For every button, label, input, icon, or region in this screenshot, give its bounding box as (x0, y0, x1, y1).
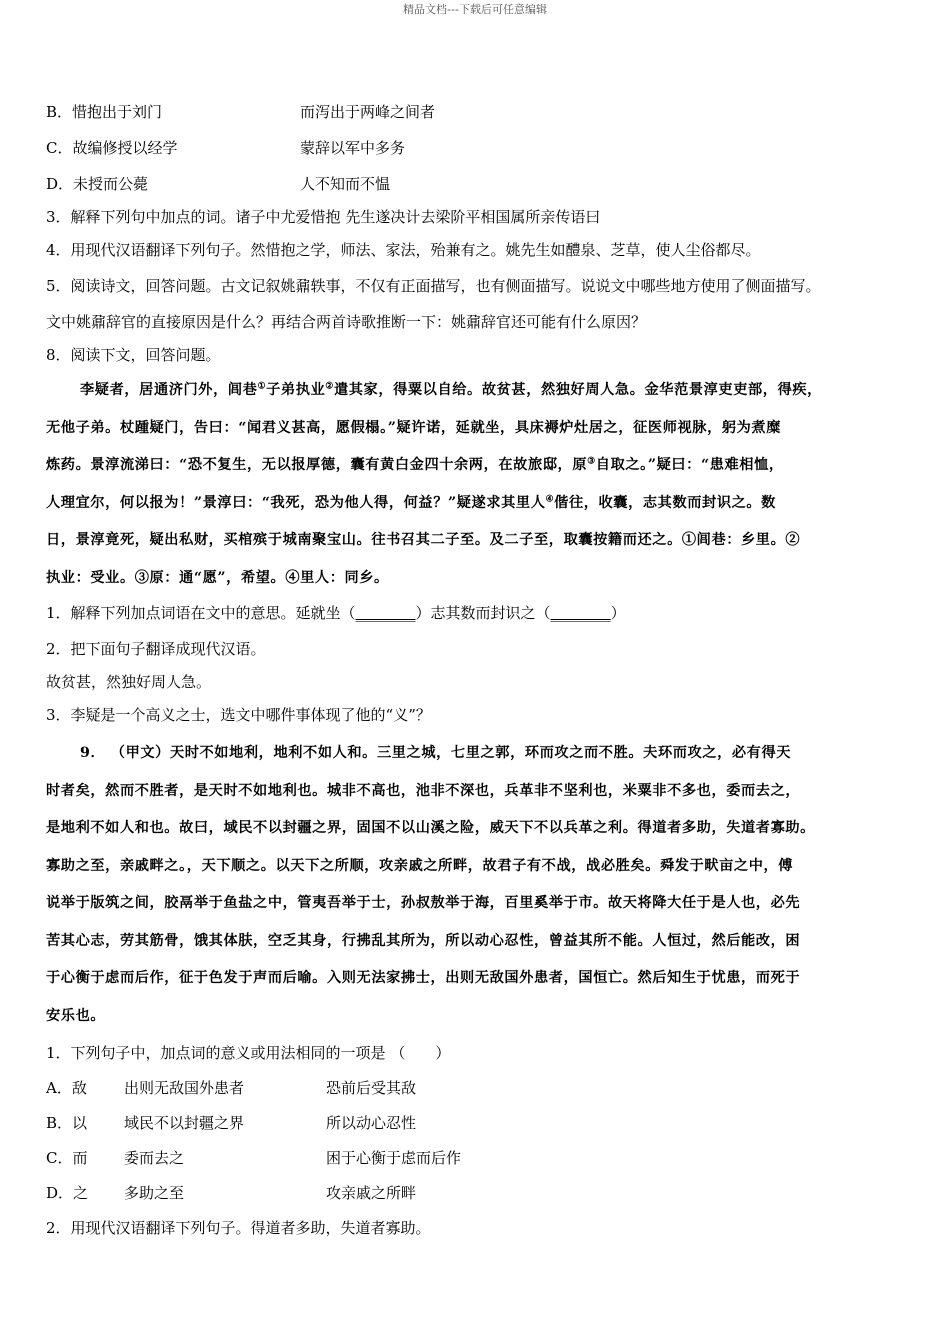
option-label: B．惜抱出于刘门 (46, 103, 163, 121)
passage-line: 说举于版筑之间，胶鬲举于鱼盐之中，管夷吾举于士，孙叔敖举于海，百里奚举于市。故天将降大任于是人也，必先 (46, 895, 801, 911)
answer-blank[interactable]: ________ (355, 604, 416, 622)
option-label: C．故编修授以经学 (46, 139, 178, 157)
option-text: 困于心衡于虑而后作 (326, 1149, 462, 1167)
section-8-question-2-text: 故贫甚，然独好周人急。 (46, 673, 212, 691)
section-9-passage (46, 735, 912, 1035)
option-text: 蒙辞以军中多务 (300, 139, 406, 157)
passage-line: 安乐也。 (46, 1007, 106, 1024)
footnote-mark: ④ (545, 493, 555, 504)
option-text: 域民不以封疆之界 (124, 1114, 245, 1132)
passage-line: 9． （甲文）天时不如地利，地利不如人和。三里之城，七里之郭，环而攻之而不胜。夫环而攻之，必有得天 (80, 745, 792, 761)
passage-line: 日，景淳竟死，疑出私财，买棺殡于城南聚宝山。往书召其二子至。及二子至，取囊按籍而还之。①闾巷：乡里。② (46, 532, 801, 548)
passage-line: 人理宜尔，何以报为！”景淳曰：“我死，恐为他人得，何益？”疑遂求其里人④偕往，收囊，志其数而封识之。数 (46, 493, 776, 511)
document-body (46, 96, 912, 1245)
option-row (46, 168, 912, 201)
passage-line: 李疑者，居通济门外，闾巷①子弟执业②遣其家，得粟以自给。故贫甚，然独好周人急。金华范景淳吏吏部，得疾， (80, 381, 822, 398)
section-9-question-2: 2．用现代汉语翻译下列句子。得道者多助，失道者寡助。 (46, 1219, 431, 1237)
passage-line: 炼药。景淳流涕曰：“恐不复生，无以报厚德，囊有黄白金四十余两，在故旅邸，原③自取之。”疑曰：“患难相恤， (46, 456, 784, 473)
answer-blank[interactable]: ________ (550, 604, 611, 622)
option-key: D．之 (46, 1184, 89, 1202)
option-text: 人不知而不愠 (300, 175, 391, 193)
option-text: 委而去之 (124, 1149, 185, 1167)
option-text: 攻亲戚之所畔 (326, 1184, 417, 1202)
option-text: 而泻出于两峰之间者 (300, 103, 436, 121)
question-4: 4．用现代汉语翻译下列句子。然惜抱之学，师法、家法，殆兼有之。姚先生如醴泉、芝草，使人尘俗都尽。 (46, 241, 761, 259)
passage-line: 时者矣，然而不胜者，是天时不如地利也。城非不高也，池非不深也，兵革非不坚利也，米粟非不多也，委而去之， (46, 782, 801, 799)
question-6: 文中姚鼐辞官的直接原因是什么？再结合两首诗歌推断一下：姚鼐辞官还可能有什么原因？ (46, 313, 647, 331)
footnote-mark: ① (257, 381, 267, 392)
option-label: D．未授而公薨 (46, 175, 149, 193)
option-key: A．敌 (46, 1079, 87, 1097)
option-row (46, 96, 912, 129)
section-8-title: 8．阅读下文，回答问题。 (46, 346, 221, 364)
section-8-question-2: 2．把下面句子翻译成现代汉语。 (46, 640, 266, 658)
passage-line: 无他子弟。杖踵疑门，告曰：“闻君义甚高，愿假榻。”疑许诺，延就坐，具床褥炉灶居之，征医师视脉，躬为煮糜 (46, 419, 782, 436)
option-row (46, 1107, 912, 1140)
section-8-passage (46, 372, 912, 597)
passage-line: 执业：受业。③原：通“愿”，希望。④里人：同乡。 (46, 569, 389, 586)
option-row (46, 1072, 912, 1105)
section-8-question-1: 1．解释下列加点词语在文中的意思。延就坐（________）志其数而封识之（________） (46, 604, 626, 622)
passage-line: 寡助之至，亲戚畔之。，天下顺之。以天下之所顺，攻亲戚之所畔，故君子有不战，战必胜矣。舜发于畎亩之中，傅 (46, 857, 794, 874)
question-3: 3．解释下列句中加点的词。诸子中尤爱惜抱 先生遂决计去梁阶平相国属所亲传语曰 (46, 208, 601, 226)
option-text: 恐前后受其敌 (326, 1079, 417, 1097)
option-text: 出则无敌国外患者 (124, 1079, 245, 1097)
option-text: 所以动心忍性 (326, 1114, 417, 1132)
option-row (46, 1142, 912, 1175)
footnote-mark: ② (325, 381, 334, 392)
passage-line: 于心衡于虑而后作，征于色发于声而后喻。入则无法家拂士，出则无敌国外患者，国恒亡。然后知生于忧患，而死于 (46, 970, 801, 986)
option-row (46, 132, 912, 165)
question-5: 5．阅读诗文，回答问题。古文记叙姚鼐轶事，不仅有正面描写，也有侧面描写。说说文中哪些地方使用了侧面描写。 (46, 277, 821, 295)
option-key: C．而 (46, 1149, 88, 1167)
passage-line: 苦其心志，劳其筋骨，饿其体肤，空乏其身，行拂乱其所为，所以动心忍性，曾益其所不能。人恒过，然后能改，困 (46, 932, 801, 949)
option-key: B．以 (46, 1114, 88, 1132)
option-row (46, 1177, 912, 1210)
page-header-watermark: 精品文档---下载后可任意编辑 (403, 3, 547, 16)
footnote-mark: ③ (587, 456, 596, 467)
section-9-question-1: 1．下列句子中，加点词的意义或用法相同的一项是 （ ） (46, 1044, 451, 1062)
option-text: 多助之至 (124, 1184, 185, 1202)
passage-line: 是地利不如人和也。故曰，域民不以封疆之界，固国不以山溪之险，威天下不以兵革之利。得道者多助，失道者寡助。 (46, 820, 815, 836)
section-8-question-3: 3．李疑是一个高义之士，选文中哪件事体现了他的“义”？ (46, 706, 431, 724)
